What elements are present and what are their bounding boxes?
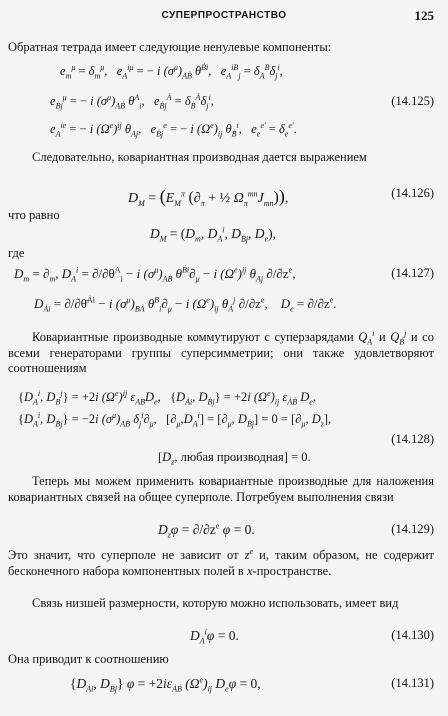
- paragraph-4: где: [8, 246, 25, 260]
- equation-number: (14.125): [391, 94, 434, 108]
- equation-14-128-line-1: {$D_A^i$, $D_B^j\} = +2i$ $(\Omega^e)^{ij}$ $\varepsilon_{AB}D_e$, {$D_{Ȧi}$, $D_{Ḃj}\} = +2i$ $(\Omega^e)_{ij}$ $\varepsilon_{ȦḂ}$ $D_e$,: [18, 388, 316, 407]
- equation-number: (14.130): [391, 628, 434, 642]
- paragraph-8: Связь низшей размерности, которую можно использовать, имеет вид: [32, 596, 399, 610]
- equation-number: (14.127): [391, 266, 434, 280]
- equation-number: (14.129): [391, 522, 434, 536]
- equation-14-126: $D_M = (E_M^\pi$ ($\partial_\pi$ + ½ $\Omega_\pi^{mn}J_{mn}$)), (14.126): [128, 186, 434, 208]
- equation-number: (14.126): [391, 186, 434, 200]
- equation-14-128-line-3: [$D_z$, любая производная] = 0.: [158, 450, 311, 467]
- equation-14-128-line-2: {$D_A^i$, $D_{Ḃj}\} = -2i$ $(\sigma^\mu)_{AḂ}$ $\delta_j^i\partial_\mu$, $[\partial_\mu,D_A^i] = [\partial_\mu$, $D_{Ḃj}] = 0 = [\partial_\mu$, $D_z$],: [18, 410, 332, 429]
- paragraph-5: Ковариантные производные коммутируют с суперзарядами $Q_A^i$ и $Q_Ḃ^j$ и со всеми генераторами группы суперсимметрии; они также удовлетворяют соотношениям: [8, 328, 434, 375]
- equation-dm-components: $D_M = (D_m$, $D_A^i$, $D_{Ḃj}$, $D_e$),: [150, 225, 276, 244]
- paragraph-2: Следовательно, ковариантная производная дается выражением: [32, 150, 367, 164]
- equation-14-128-number-line: [0, 432, 448, 452]
- equation-14-129: $D_z\varphi = \partial/\partial z^e$ φ = 0. (14.129): [158, 521, 434, 540]
- paragraph-3: что равно: [8, 208, 60, 222]
- paragraph-7: Это значит, что суперполе не зависит от $z^e$ и, таким образом, не содержит бесконечного набора компонентных полей в x-пространстве.: [8, 546, 434, 578]
- equation-number: (14.128): [391, 432, 434, 446]
- equation-14-125-line-1: $e_m^\mu = \delta_m^\mu$, $e_A^{i\mu}$ = − i $(\sigma^\mu)_{AḂ}$ $\theta^{Ḃi}$, $e_A^{iB}_j = \delta_A^B\delta_j^i$,: [60, 62, 283, 81]
- equation-14-130: $D_Ȧ^i\varphi = 0$. (14.130): [190, 627, 434, 646]
- equation-14-127-line-1: $D_m = \partial_m$, $D_A^i = \partial/\partial\theta^A_i - i$ $(\sigma^\mu)_{AḂ}$ $\theta^{Ḃi}\partial_\mu - i$ $(\Omega^e)^{ij}$ $\theta_{Aj}$ $\partial/\partial z^e$, (14.127): [14, 265, 434, 284]
- paragraph-1: Обратная тетрада имеет следующие ненулевые компоненты:: [8, 40, 332, 54]
- running-header: [0, 8, 448, 24]
- running-title: СУПЕРПРОСТРАНСТВО: [161, 10, 287, 21]
- equation-14-131: {$D_{Ȧi}$, $D_{Ḃj}$} $\varphi = +2i\varepsilon_{ȦḂ}$ $(\Omega^e)_{ij}$ $D_e\varphi = 0$, (14.131): [70, 675, 434, 694]
- equation-14-125-line-3: $e_A^{ie}$ = − i $(\Omega^e)^{ij}$ $\theta_{Aj}$, $e_{Ḃj}^e$ = − i $(\Omega^e)_{ij}$ $\theta_Ḃ^i$, $e_e^{e'} = \delta_e^{e'}$.: [50, 120, 297, 139]
- equation-14-125-line-2: $e_{Ḃj}^\mu$ = − i $(\sigma^\mu)_{AḂ}$ $\theta^A_i$, $e_{Ḃj}^Ȧ = \delta_Ḃ^Ȧ\delta_j^i$, (14.125): [50, 92, 434, 111]
- paragraph-6: Теперь мы можем применить ковариантные производные для наложения ковариантных связей на общее суперполе. Потребуем выполнения связи: [8, 474, 434, 504]
- equation-number: (14.131): [391, 676, 434, 690]
- equation-14-127-line-2: $D_{Ȧi}$ = ∂/∂θ̄$^{Ȧi}$ − i $(\sigma^\mu)_{BȦ}$ $\theta^B_i\partial_\mu - i$ $(\Omega^e)_{ij}$ $\theta_Ȧ^j$ $\partial/\partial z^e$, $D_e = \partial/\partial z^e$.: [34, 295, 337, 314]
- page-number: 125: [414, 8, 434, 23]
- paragraph-9: Она приводит к соотношению: [8, 652, 169, 666]
